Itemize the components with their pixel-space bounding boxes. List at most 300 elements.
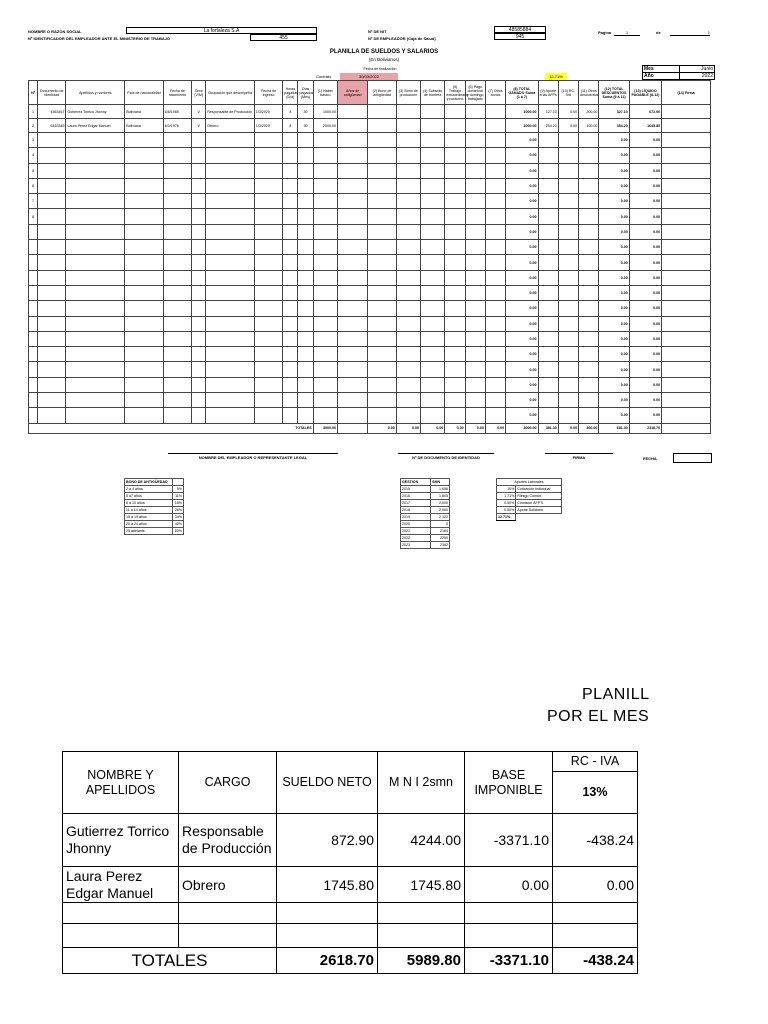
table-cell bbox=[396, 285, 420, 300]
table-cell: 0.00 bbox=[629, 301, 661, 316]
table-cell: 0.00 bbox=[599, 408, 629, 423]
razon-social-value: La fortaleza S.A bbox=[126, 27, 317, 34]
table-cell bbox=[163, 178, 191, 193]
table-cell bbox=[485, 209, 505, 224]
table-cell bbox=[38, 393, 66, 408]
table-cell bbox=[163, 224, 191, 239]
table-cell bbox=[283, 393, 298, 408]
table-cell bbox=[485, 362, 505, 377]
mini-row bbox=[125, 486, 184, 493]
table-cell: 0.00 bbox=[506, 178, 538, 193]
table-cell bbox=[558, 331, 578, 346]
mini-cell: 2,000 bbox=[431, 500, 450, 507]
table-cell: 0.00 bbox=[599, 393, 629, 408]
table-cell bbox=[396, 105, 420, 119]
table-cell bbox=[254, 163, 282, 178]
table-cell bbox=[465, 209, 485, 224]
firma-label: FIRMA bbox=[545, 453, 613, 460]
table-cell bbox=[254, 377, 282, 392]
table-cell: 0.00 bbox=[506, 301, 538, 316]
mini-row bbox=[401, 500, 450, 507]
table-cell bbox=[396, 377, 420, 392]
table-cell bbox=[192, 408, 206, 423]
table-cell bbox=[38, 285, 66, 300]
table-cell bbox=[206, 408, 255, 423]
table-cell bbox=[283, 377, 298, 392]
table-cell bbox=[66, 224, 125, 239]
table-cell bbox=[283, 316, 298, 331]
table-cell: 0.00 bbox=[506, 224, 538, 239]
totals-label: TOTALES bbox=[29, 423, 314, 433]
column-header: (12) TOTAL DESCUENTOS Suma (9 a 11) bbox=[599, 81, 629, 105]
table-cell bbox=[337, 316, 367, 331]
table-cell bbox=[125, 240, 164, 255]
mini-row bbox=[401, 535, 450, 542]
table-cell bbox=[283, 331, 298, 346]
column-header: Años de antigüedad bbox=[337, 81, 367, 105]
table-cell bbox=[445, 393, 465, 408]
table-cell bbox=[662, 362, 711, 377]
rciva-table bbox=[62, 751, 638, 974]
table-cell bbox=[445, 301, 465, 316]
table-cell bbox=[368, 331, 396, 346]
table-cell bbox=[421, 119, 445, 133]
rciva-header-base: BASE IMPONIBLE bbox=[465, 752, 553, 814]
table-cell bbox=[66, 270, 125, 285]
table-cell: 0.00 bbox=[558, 105, 578, 119]
table-cell: 0.00 bbox=[629, 285, 661, 300]
table-cell bbox=[485, 408, 505, 423]
table-cell: 0.00 bbox=[599, 133, 629, 148]
table-cell bbox=[485, 393, 505, 408]
table-cell: 0.00 bbox=[629, 393, 661, 408]
rciva-header-cargo: CARGO bbox=[179, 752, 277, 814]
table-cell bbox=[485, 133, 505, 148]
table-cell bbox=[368, 178, 396, 193]
table-cell bbox=[313, 224, 337, 239]
table-cell bbox=[38, 255, 66, 270]
table-cell bbox=[313, 178, 337, 193]
table-cell bbox=[579, 255, 599, 270]
table-cell bbox=[283, 347, 298, 362]
table-cell bbox=[396, 240, 420, 255]
table-cell bbox=[445, 163, 465, 178]
table-cell bbox=[421, 393, 445, 408]
table-cell bbox=[538, 331, 558, 346]
table-cell bbox=[298, 240, 313, 255]
table-cell bbox=[254, 194, 282, 209]
table-cell bbox=[283, 408, 298, 423]
column-header: (1) Haber básico bbox=[313, 81, 337, 105]
table-cell bbox=[254, 301, 282, 316]
table-cell bbox=[465, 119, 485, 133]
table-cell: V bbox=[192, 119, 206, 133]
table-cell bbox=[125, 301, 164, 316]
table-cell: 0.00 bbox=[506, 148, 538, 163]
table-cell bbox=[66, 194, 125, 209]
table-cell bbox=[206, 362, 255, 377]
table-cell bbox=[337, 331, 367, 346]
table-cell: 0.00 bbox=[506, 240, 538, 255]
table-cell bbox=[313, 255, 337, 270]
mini-row bbox=[125, 507, 184, 514]
table-cell bbox=[396, 194, 420, 209]
table-cell bbox=[29, 301, 38, 316]
mini-header-row bbox=[401, 479, 450, 486]
table-cell bbox=[163, 393, 191, 408]
table-row bbox=[29, 178, 711, 193]
page-title: PLANILLA DE SUELDOS Y SALARIOS bbox=[329, 49, 439, 55]
column-header: Documento de identidad bbox=[38, 81, 66, 105]
table-cell bbox=[298, 133, 313, 148]
mes-anio-box bbox=[642, 65, 715, 80]
table-cell bbox=[337, 105, 367, 119]
table-cell bbox=[163, 270, 191, 285]
table-cell bbox=[298, 270, 313, 285]
mini-cell: 5 a7 años bbox=[125, 493, 173, 500]
table-cell bbox=[283, 240, 298, 255]
total-cell: 3000.00 bbox=[313, 423, 337, 433]
table-cell bbox=[298, 194, 313, 209]
table-cell bbox=[163, 331, 191, 346]
table-cell bbox=[38, 270, 66, 285]
table-cell bbox=[445, 133, 465, 148]
table-cell bbox=[421, 362, 445, 377]
rciva-total-sueldo: 2618.70 bbox=[277, 948, 378, 974]
table-row bbox=[29, 347, 711, 362]
table-cell bbox=[125, 148, 164, 163]
table-cell bbox=[29, 377, 38, 392]
table-cell bbox=[465, 240, 485, 255]
table-cell bbox=[396, 178, 420, 193]
table-cell: 0.00 bbox=[506, 163, 538, 178]
table-cell bbox=[206, 163, 255, 178]
table-cell bbox=[579, 331, 599, 346]
total-cell: 0.00 bbox=[485, 423, 505, 433]
table-cell bbox=[125, 133, 164, 148]
table-cell: 0.00 bbox=[629, 316, 661, 331]
table-cell bbox=[125, 194, 164, 209]
table-cell bbox=[368, 163, 396, 178]
table-cell bbox=[66, 316, 125, 331]
table-cell: 1000.00 bbox=[313, 105, 337, 119]
mini-cell: 11% bbox=[173, 493, 184, 500]
table-cell bbox=[368, 119, 396, 133]
table-cell bbox=[579, 240, 599, 255]
table-cell bbox=[125, 255, 164, 270]
table-cell bbox=[465, 285, 485, 300]
table-cell bbox=[298, 224, 313, 239]
table-cell: 0.00 bbox=[599, 148, 629, 163]
table-cell bbox=[579, 270, 599, 285]
table-cell bbox=[192, 148, 206, 163]
table-cell bbox=[421, 224, 445, 239]
mini-cell: 2 a 4 años bbox=[125, 486, 173, 493]
table-cell: 2 bbox=[29, 119, 38, 133]
table-cell bbox=[579, 285, 599, 300]
total-cell bbox=[662, 423, 711, 433]
table-cell bbox=[313, 163, 337, 178]
table-cell bbox=[421, 178, 445, 193]
representante-label: NOMBRE DEL EMPLEADOR O REPRESENTANTE LEGAL bbox=[168, 453, 338, 460]
table-cell bbox=[421, 331, 445, 346]
table-cell bbox=[662, 148, 711, 163]
table-cell: 1/3/2020 bbox=[254, 119, 282, 133]
table-cell bbox=[298, 316, 313, 331]
table-cell: 127.10 bbox=[538, 105, 558, 119]
table-cell bbox=[465, 331, 485, 346]
mini-row bbox=[497, 493, 562, 500]
table-cell: 4 bbox=[29, 148, 38, 163]
anio-value: 2022 bbox=[680, 73, 715, 80]
rciva-empty-row bbox=[63, 924, 638, 948]
table-cell: 0.00 bbox=[629, 408, 661, 423]
table-cell bbox=[465, 163, 485, 178]
table-cell bbox=[206, 255, 255, 270]
table-cell bbox=[125, 285, 164, 300]
table-cell bbox=[465, 408, 485, 423]
table-cell bbox=[192, 377, 206, 392]
rciva-total-mni: 5989.80 bbox=[378, 948, 465, 974]
table-cell bbox=[368, 316, 396, 331]
table-row bbox=[29, 105, 711, 119]
table-cell: 30 bbox=[298, 119, 313, 133]
table-cell bbox=[465, 224, 485, 239]
table-cell: 2000.00 bbox=[506, 119, 538, 133]
payroll-table bbox=[28, 80, 711, 434]
table-cell: 327.10 bbox=[599, 105, 629, 119]
table-cell bbox=[337, 301, 367, 316]
table-row bbox=[29, 255, 711, 270]
table-cell: 0.00 bbox=[599, 209, 629, 224]
rciva-rc: 0.00 bbox=[553, 867, 638, 903]
table-cell bbox=[313, 148, 337, 163]
table-cell bbox=[538, 255, 558, 270]
table-cell bbox=[445, 240, 465, 255]
table-cell bbox=[206, 301, 255, 316]
table-row bbox=[29, 270, 711, 285]
table-cell bbox=[421, 270, 445, 285]
table-cell: 6 bbox=[29, 178, 38, 193]
table-cell bbox=[538, 133, 558, 148]
table-cell: 0.00 bbox=[629, 347, 661, 362]
nit-value: 48585884 bbox=[494, 26, 546, 33]
rciva-header-mni: M N I 2smn bbox=[378, 752, 465, 814]
table-cell bbox=[538, 393, 558, 408]
mini-row bbox=[401, 507, 450, 514]
table-cell bbox=[337, 377, 367, 392]
table-cell bbox=[396, 316, 420, 331]
table-cell: 0.00 bbox=[599, 377, 629, 392]
mini-cell: 2018 bbox=[401, 507, 431, 514]
table-cell bbox=[206, 285, 255, 300]
mini-row bbox=[497, 500, 562, 507]
table-cell bbox=[396, 301, 420, 316]
table-cell bbox=[579, 301, 599, 316]
table-cell bbox=[558, 285, 578, 300]
table-cell bbox=[254, 393, 282, 408]
table-cell bbox=[298, 393, 313, 408]
table-cell bbox=[206, 178, 255, 193]
table-cell: 8 bbox=[283, 119, 298, 133]
table-cell bbox=[163, 316, 191, 331]
table-cell bbox=[465, 133, 485, 148]
table-cell bbox=[538, 377, 558, 392]
total-cell: 0.00 bbox=[396, 423, 420, 433]
total-cell: 300.00 bbox=[579, 423, 599, 433]
empleador-label: Nº DE EMPLEADOR (Caja de Salud) bbox=[368, 36, 436, 41]
table-row bbox=[29, 393, 711, 408]
table-cell bbox=[163, 163, 191, 178]
table-cell: 0.00 bbox=[558, 119, 578, 133]
table-cell bbox=[465, 194, 485, 209]
table-cell bbox=[125, 331, 164, 346]
totals-row bbox=[29, 423, 711, 433]
table-cell bbox=[313, 316, 337, 331]
table-cell bbox=[368, 105, 396, 119]
table-cell bbox=[66, 255, 125, 270]
table-cell: 1645.80 bbox=[629, 119, 661, 133]
table-cell bbox=[298, 301, 313, 316]
mini-cell: Cotización Individual bbox=[516, 486, 562, 493]
table-cell bbox=[192, 178, 206, 193]
table-cell: 0.00 bbox=[506, 270, 538, 285]
pct-highlight: 12.71% bbox=[545, 73, 567, 80]
mini-cell: 42% bbox=[173, 521, 184, 528]
table-cell bbox=[445, 316, 465, 331]
table-row bbox=[29, 163, 711, 178]
table-cell bbox=[421, 408, 445, 423]
rciva-base: 0.00 bbox=[465, 867, 553, 903]
table-cell bbox=[298, 331, 313, 346]
table-cell bbox=[192, 270, 206, 285]
rciva-mni: 4244.00 bbox=[378, 814, 465, 867]
table-cell bbox=[192, 255, 206, 270]
table-cell bbox=[125, 178, 164, 193]
mini-row bbox=[401, 528, 450, 535]
mini-row bbox=[125, 500, 184, 507]
table-cell bbox=[558, 377, 578, 392]
table-cell bbox=[337, 178, 367, 193]
table-cell bbox=[445, 285, 465, 300]
table-cell bbox=[66, 209, 125, 224]
table-cell bbox=[163, 148, 191, 163]
table-cell: 0.00 bbox=[629, 209, 661, 224]
table-cell bbox=[66, 393, 125, 408]
table-cell: 354.20 bbox=[599, 119, 629, 133]
mini-cell: 34% bbox=[173, 514, 184, 521]
table-cell: 0.00 bbox=[599, 285, 629, 300]
rciva-nombre: Gutierrez Torrico Jhonny bbox=[63, 814, 179, 867]
table-cell bbox=[283, 255, 298, 270]
rciva-header-sueldo: SUELDO NETO bbox=[277, 752, 378, 814]
table-cell bbox=[579, 224, 599, 239]
table-cell bbox=[66, 148, 125, 163]
table-cell bbox=[163, 408, 191, 423]
table-cell bbox=[313, 347, 337, 362]
table-cell bbox=[337, 240, 367, 255]
table-cell bbox=[206, 331, 255, 346]
table-cell bbox=[465, 393, 485, 408]
table-cell bbox=[337, 393, 367, 408]
table-cell bbox=[421, 163, 445, 178]
table-cell bbox=[538, 285, 558, 300]
column-header: (8) TOTAL GANADO Suma (1 a 7) bbox=[506, 81, 538, 105]
table-cell bbox=[163, 347, 191, 362]
identificador-value: 455 bbox=[250, 34, 317, 41]
table-cell bbox=[125, 224, 164, 239]
table-cell bbox=[538, 240, 558, 255]
table-cell: 0.00 bbox=[599, 255, 629, 270]
rciva-title-1: PLANILL bbox=[582, 686, 650, 703]
table-row bbox=[29, 301, 711, 316]
mini-row bbox=[125, 521, 184, 528]
table-cell bbox=[66, 178, 125, 193]
table-cell bbox=[163, 209, 191, 224]
table-cell bbox=[368, 285, 396, 300]
table-cell bbox=[38, 316, 66, 331]
table-cell bbox=[313, 408, 337, 423]
mini-cell: 2015 bbox=[401, 486, 431, 493]
table-cell bbox=[368, 270, 396, 285]
mini-cell: 2020 bbox=[401, 521, 431, 528]
table-cell bbox=[337, 285, 367, 300]
table-cell bbox=[38, 408, 66, 423]
table-cell bbox=[206, 347, 255, 362]
table-cell bbox=[337, 148, 367, 163]
table-cell bbox=[579, 362, 599, 377]
table-cell bbox=[396, 209, 420, 224]
table-cell bbox=[662, 209, 711, 224]
table-cell bbox=[465, 362, 485, 377]
table-cell bbox=[396, 133, 420, 148]
table-cell bbox=[445, 148, 465, 163]
table-row bbox=[29, 316, 711, 331]
table-cell: 6/8/1985 bbox=[163, 105, 191, 119]
table-cell bbox=[662, 285, 711, 300]
table-cell bbox=[298, 347, 313, 362]
table-cell bbox=[485, 377, 505, 392]
table-cell bbox=[192, 209, 206, 224]
table-cell bbox=[206, 393, 255, 408]
rciva-row bbox=[63, 814, 638, 867]
table-cell bbox=[206, 133, 255, 148]
table-cell bbox=[662, 408, 711, 423]
table-cell bbox=[485, 301, 505, 316]
mini-cell: 2,122 bbox=[431, 514, 450, 521]
table-cell: 0.00 bbox=[506, 393, 538, 408]
table-cell bbox=[29, 393, 38, 408]
table-cell bbox=[38, 362, 66, 377]
table-cell: 0.00 bbox=[506, 255, 538, 270]
table-cell bbox=[465, 301, 485, 316]
pagina-label: Pagina bbox=[598, 30, 612, 35]
table-cell: Boliviana bbox=[125, 119, 164, 133]
mini-cell: 50% bbox=[173, 528, 184, 535]
column-header: Fecha de ingreso bbox=[254, 81, 282, 105]
table-cell bbox=[485, 224, 505, 239]
table-cell bbox=[396, 331, 420, 346]
table-cell bbox=[283, 270, 298, 285]
aportes-title-row bbox=[497, 479, 562, 486]
mini-header-row bbox=[125, 479, 184, 486]
table-cell: 0.00 bbox=[506, 377, 538, 392]
table-cell bbox=[579, 347, 599, 362]
table-cell bbox=[38, 209, 66, 224]
table-cell bbox=[538, 163, 558, 178]
rciva-rc: -438.24 bbox=[553, 814, 638, 867]
column-header: Fecha de nacimiento bbox=[163, 81, 191, 105]
